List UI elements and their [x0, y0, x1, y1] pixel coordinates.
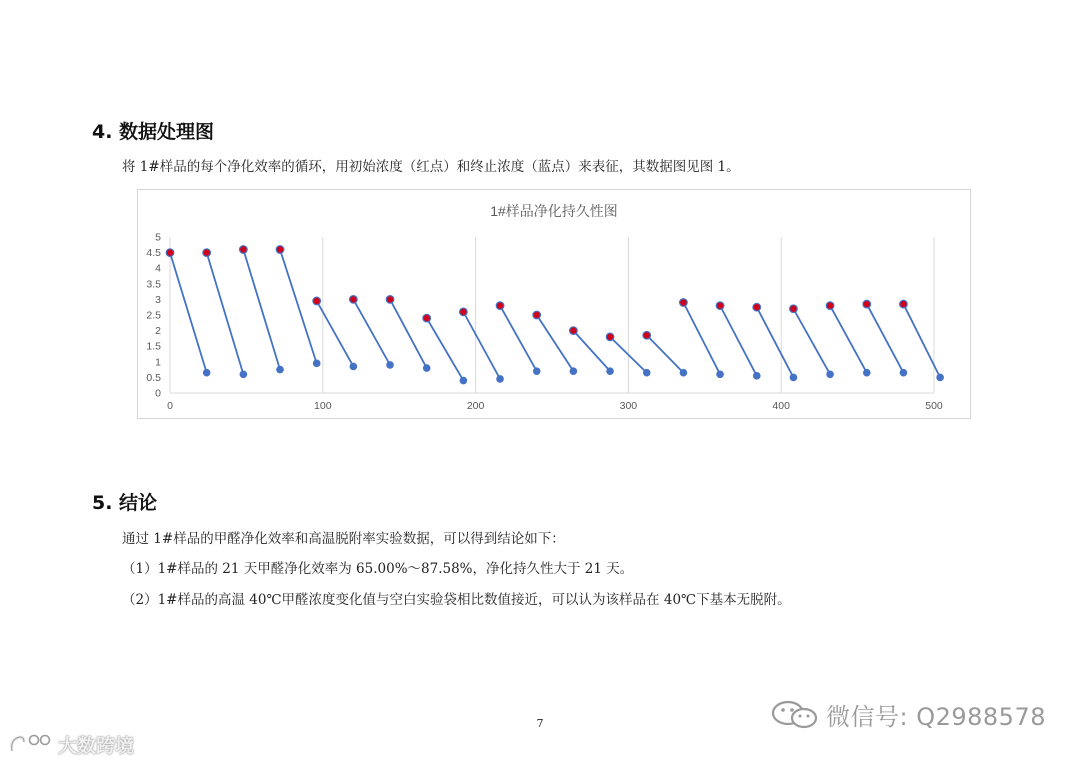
- y-tick-label: 3: [155, 293, 161, 306]
- final-point: [423, 364, 431, 372]
- conclusion-item-2: （2）1#样品的高温 40℃甲醛浓度变化值与空白实验袋相比数值接近，可以认为该样品在 40℃下基本无脱附。: [122, 592, 791, 608]
- initial-point: [313, 297, 321, 305]
- final-point: [350, 363, 358, 371]
- brand-watermark-text: 大数跨境: [58, 734, 135, 757]
- initial-point: [643, 331, 651, 339]
- y-tick-label: 2.5: [146, 309, 161, 322]
- cycle-line: [537, 315, 574, 371]
- initial-point: [350, 296, 358, 304]
- x-tick-label: 100: [314, 400, 332, 412]
- final-point: [716, 370, 724, 378]
- final-point: [240, 370, 248, 378]
- cycle-line: [463, 312, 500, 379]
- cycle-line: [683, 303, 720, 375]
- final-point: [753, 372, 761, 380]
- y-tick-label: 1.5: [146, 340, 161, 353]
- initial-point: [863, 300, 871, 308]
- cycle-line: [317, 301, 354, 367]
- section-4-heading: 4. 数据处理图: [92, 121, 215, 143]
- cycle-line: [170, 253, 207, 373]
- cycle-line: [573, 331, 610, 372]
- cycle-line: [207, 253, 244, 375]
- cycle-line: [280, 249, 317, 363]
- y-tick-label: 0: [155, 387, 161, 400]
- initial-point: [276, 246, 284, 254]
- initial-point: [753, 303, 761, 311]
- final-point: [460, 377, 468, 385]
- initial-point: [826, 302, 834, 310]
- initial-point: [423, 314, 431, 322]
- y-tick-label: 3.5: [146, 278, 161, 291]
- x-tick-label: 300: [619, 400, 638, 412]
- section-5-heading: 5. 结论: [92, 492, 158, 514]
- chart-container: [137, 189, 971, 419]
- initial-point: [680, 299, 688, 307]
- initial-point: [716, 302, 724, 310]
- cycle-line: [720, 306, 757, 376]
- final-point: [606, 367, 614, 375]
- final-point: [570, 367, 578, 375]
- final-point: [826, 370, 834, 378]
- y-tick-label: 0.5: [146, 371, 161, 384]
- initial-point: [790, 305, 798, 313]
- cycle-line: [647, 335, 684, 372]
- cycle-line: [353, 299, 390, 365]
- final-point: [496, 375, 504, 383]
- initial-point: [533, 311, 541, 319]
- cycle-line: [390, 299, 427, 368]
- initial-point: [606, 333, 614, 341]
- initial-point: [386, 296, 394, 304]
- initial-point: [900, 300, 908, 308]
- x-tick-label: 200: [466, 400, 485, 412]
- cycle-line: [867, 304, 904, 373]
- x-tick-label: 500: [925, 400, 943, 412]
- final-point: [863, 369, 871, 377]
- final-point: [936, 374, 944, 382]
- y-tick-label: 4: [155, 262, 161, 275]
- final-point: [680, 369, 688, 377]
- initial-point: [240, 246, 248, 254]
- final-point: [313, 360, 321, 368]
- x-tick-label: 400: [772, 400, 790, 412]
- initial-point: [570, 327, 578, 335]
- initial-point: [166, 249, 174, 257]
- chart-title: 1#样品净化持久性图: [490, 203, 618, 219]
- x-tick-label: 0: [167, 400, 173, 412]
- final-point: [276, 366, 284, 374]
- wechat-icon: [770, 699, 820, 729]
- initial-point: [496, 302, 504, 310]
- initial-point: [203, 249, 211, 257]
- y-tick-label: 1: [155, 356, 161, 369]
- cycle-line: [757, 307, 794, 377]
- cycle-line: [427, 318, 464, 380]
- final-point: [533, 367, 541, 375]
- cycle-line: [830, 306, 867, 373]
- final-point: [203, 369, 211, 377]
- y-tick-label: 5: [155, 231, 161, 244]
- y-tick-label: 2: [155, 325, 161, 338]
- final-point: [900, 369, 908, 377]
- wechat-id-text: 微信号: Q2988578: [826, 702, 1046, 731]
- y-tick-label: 4.5: [146, 247, 161, 260]
- persistence-chart: [138, 190, 970, 418]
- cycle-line: [243, 249, 280, 369]
- final-point: [386, 361, 394, 369]
- final-point: [643, 369, 651, 377]
- cycle-line: [903, 304, 940, 377]
- initial-point: [460, 308, 468, 316]
- cycle-line: [500, 306, 537, 372]
- final-point: [790, 374, 798, 382]
- conclusion-intro: 通过 1#样品的甲醛净化效率和高温脱附率实验数据，可以得到结论如下：: [122, 531, 565, 547]
- brand-watermark: [8, 729, 134, 759]
- page-number: 7: [536, 717, 544, 730]
- section-4-text: 将 1#样品的每个净化效率的循环，用初始浓度（红点）和终止浓度（蓝点）来表征，其数据图见图 1。: [122, 159, 740, 175]
- brand-logo-icon: [8, 731, 54, 757]
- wechat-watermark: [770, 697, 1046, 731]
- conclusion-item-1: （1）1#样品的 21 天甲醛净化效率为 65.00%～87.58%，净化持久性大于 21 天。: [122, 561, 634, 577]
- cycle-line: [793, 309, 830, 375]
